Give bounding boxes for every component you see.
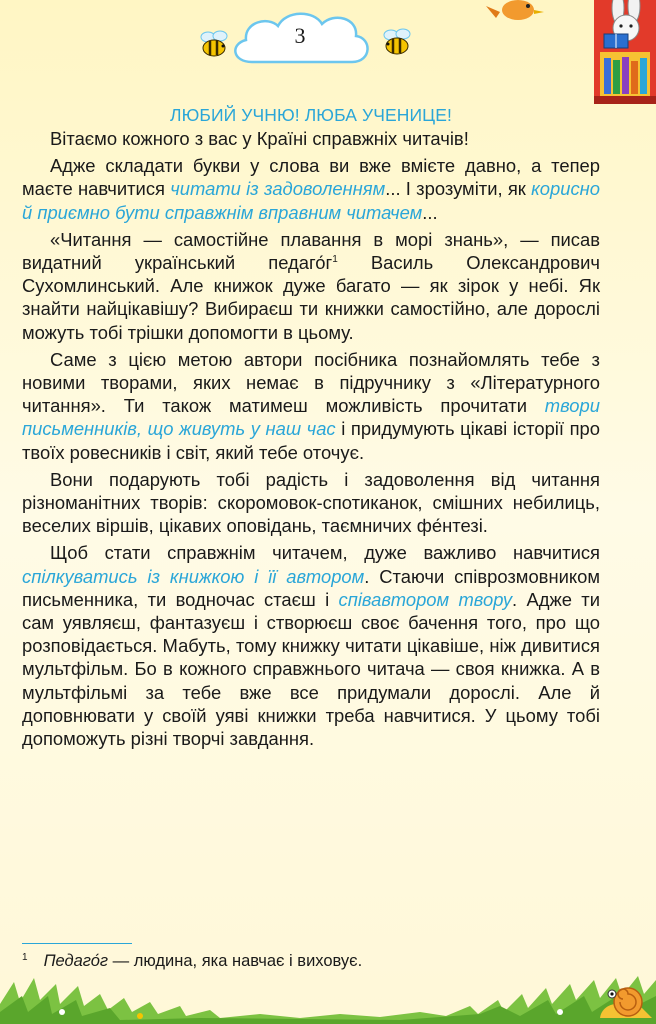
footnote-text: — людина, яка навчає і виховує. — [108, 952, 363, 970]
highlight-communicate-with-book: спілкуватись із книжкою і її автором — [22, 565, 365, 587]
paragraph-2 — [22, 154, 600, 224]
text-span: ... — [422, 201, 438, 223]
footnote-marker: 1 — [332, 253, 338, 265]
highlight-modern-writers: твори письменників, що живуть у наш час — [22, 395, 600, 440]
text-span: ... І зрозуміти, як — [385, 178, 532, 200]
footnote-number: 1 — [22, 951, 28, 963]
text-span: Щоб стати справжнім читачем, дуже важливо навчитися — [50, 542, 600, 564]
text-span: «Читання — самостійне плавання в морі знань», — писав видатний український педаго́г — [22, 228, 600, 274]
paragraph-1: Вітаємо кожного з вас у Країні справжніх читачів! — [50, 128, 469, 149]
highlight-useful-reader: корисно й приємно бути справжнім вправним читачем — [22, 178, 600, 223]
footnote — [22, 950, 582, 972]
highlight-coauthor: співавтором твору — [338, 588, 513, 610]
highlight-read-with-pleasure: читати із задоволенням — [170, 178, 386, 200]
bee-icon — [384, 29, 410, 54]
paragraph-6 — [22, 541, 600, 750]
footnote-term: Педаго́г — [43, 952, 109, 970]
text-span: . Адже ти сам уявляєш, фантазуєш і створюєш своє бачення того, про що розповідається. Мабуть, тому книжку читати цікавіше, ніж дивитися мультфільм. Бо в кожного справжнього читача — своя книжка. А в мультфільмі за тебе вже все придумали дорослі. Але й доповнювати у своїй уяві книжки треба навчитися. У цьому тобі допоможуть різні творчі завдання. — [22, 588, 600, 750]
text-span: Василь Олександрович Сухомлинський. Але книжок дуже багато — як зірок у небі. Як знайти найцікавішу? Вибираєш ти книжки самостійно, але дорослі можуть тобі трішки допомогти в цьому. — [22, 252, 600, 343]
text-span: . Стаючи співрозмовником письменника, ти водночас стаєш і — [22, 565, 600, 610]
main-text — [22, 104, 600, 754]
paragraph-5: Вони подарують тобі радість і задоволення від читання різноманітних творів: скоромовок-спотиканок, смішних небилиць, веселих віршів, цікавих оповідань, таємничих фе́нтезі. — [22, 468, 600, 537]
paragraph-4 — [22, 348, 600, 464]
text-span: Саме з цією метою автори посібника познайомлять тебе з новими творами, яких немає в підручнику з «Літературного читання». Ти також матимеш можливість прочитати — [22, 348, 600, 417]
text-span: Адже складати букви у слова ви вже вмієте давно, а тепер маєте навчитися — [22, 155, 600, 200]
bee-icon — [201, 31, 227, 56]
page-title: ЛЮБИЙ УЧНЮ! ЛЮБА УЧЕНИЦЕ! — [170, 105, 452, 125]
footnote-divider — [22, 943, 132, 944]
page-number: 3 — [294, 23, 306, 48]
paragraph-3 — [22, 228, 600, 344]
text-span: і придумують цікаві історії про твоїх ровесників і світ, який тебе оточує. — [22, 418, 601, 463]
